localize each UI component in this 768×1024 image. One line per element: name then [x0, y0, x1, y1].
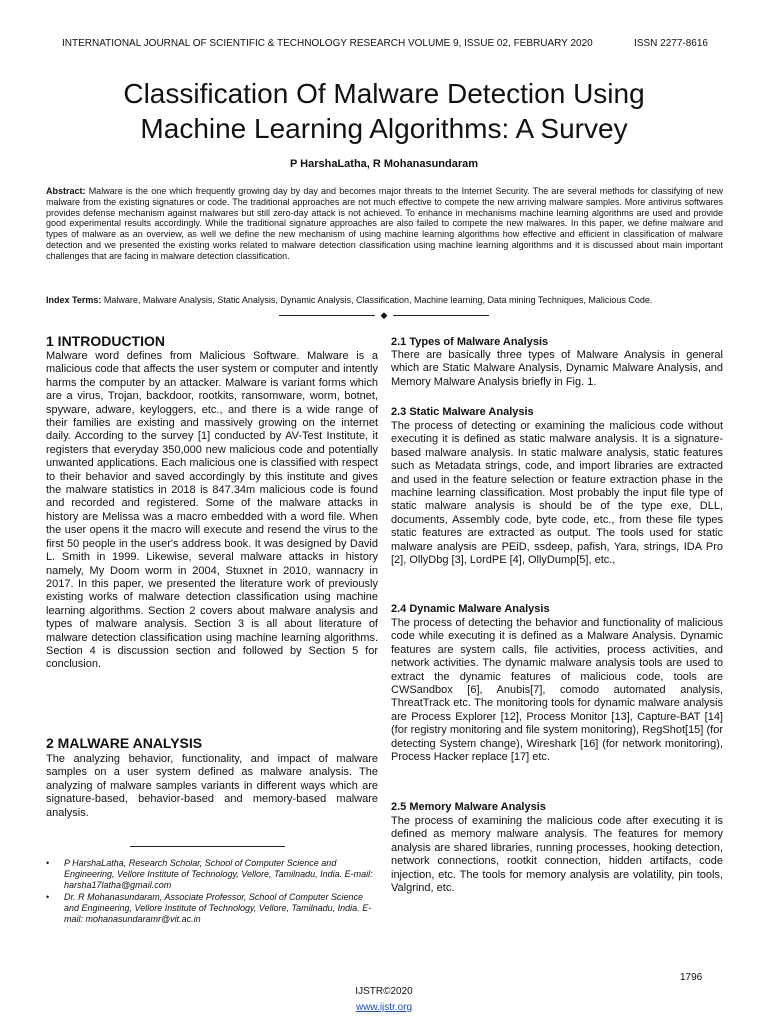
index-terms-text: Malware, Malware Analysis, Static Analysis, Dynamic Analysis, Classification, Machine learning, Data mining Techniques, Malicious Code.: [101, 295, 653, 305]
title-line-2: Machine Learning Algorithms: A Survey: [140, 113, 628, 144]
static-text: The process of detecting or examining the malicious code without executing it is defined as static malware analysis. It is a signature-based malware analysis. In static malware analysis, static features such as Metadata strings, code, and import libraries are extracted and used in the feature selection or feature extraction phase in the machine learning classification. Most probably the input file type of static malware analysis is should be of the type exe, DLL, documents, Assembly code, byte code, etc., from these file types static features are extracted as output. The tools used for static malware analysis are PEiD, ssdeep, pafish, Yara, strings, IDA Pro [2], OllyDbg [3], LordPE [4], OllyDump[5], etc.,: [391, 420, 723, 567]
memory-heading: 2.5 Memory Malware Analysis: [391, 801, 546, 813]
journal-header: [62, 38, 708, 49]
malware-analysis-text: The analyzing behavior, functionality, and impact of malware samples on a user system defined as malware analysis. The analyzing of malware samples variants in different ways which are signature-based, behavior-based and memory-based malware analysis.: [46, 753, 378, 819]
memory-text: The process of examining the malicious code after executing it is defined as memory malware analysis. The features for memory analysis are shared libraries, running processes, hooking detection, network connections, rootkit connection, hidden artifacts, code injection, etc. The tools for memory analysis are volatility, pin tools, Valgrind, etc.: [391, 815, 723, 895]
index-terms: [46, 295, 736, 306]
types-text: There are basically three types of Malware Analysis in general which are Static Malware Analysis, Dynamic Malware Analysis, and Memory Malware Analysis briefly in Fig. 1.: [391, 349, 723, 388]
footnote-text: P HarshaLatha, Research Scholar, School of Computer Science and Engineering, Vellore Institute of Technology, Vellore, Tamilnadu, India. E-mail: harsha17latha@gmail.com: [64, 858, 373, 890]
malware-analysis-heading: 2 MALWARE ANALYSIS: [46, 735, 203, 751]
title-line-1: Classification Of Malware Detection Using: [123, 78, 645, 109]
types-heading: 2.1 Types of Malware Analysis: [391, 336, 549, 348]
dynamic-text: The process of detecting the behavior and functionality of malicious code while executing it is defined as a Malware Analysis. Dynamic features are system calls, file activities, process activities, and network activities. The dynamic malware analysis tools are used to extract the dynamic features of malicious code, tools are CWSandbox [6], Anubis[7], comodo automated analysis, ThreatTrack etc. The monitoring tools for dynamic malware analysis are Process Explorer [12], Process Monitor [13], Capture-BAT [14] (for registry monitoring and file system monitoring), RegShot[15] (for detecting System change), Wireshark [16] (for network monitoring), Process Hacker replace [17] etc.: [391, 617, 723, 764]
footnote-item: [46, 858, 378, 891]
intro-text: Malware word defines from Malicious Software. Malware is a malicious code that affects the user system or computer and intently harms the computer by an attacker. Malware is variant forms which are a virus, Trojan, backdoor, rootkits, ransomware, worm, botnet, spyware, adware, keyloggers, etc., and there is a wide range of their families are existing and massively growing on the internet daily. According to the survey [1] conducted by AV-Test Institute, it registers that everyday 350,000 new malicious code and potentially unwanted applications. Each malicious one is classified with respect to their behavior and saved accordingly by this institute and gives the malware statistics in 2018 is 847.34m malicious code is found and recorded and registered. Some of the malware attacks in history are Melissa was a macro embedded with a word file. When the user opens it the macro will execute and resend the virus to the first 50 people in the user's address book. It was designed by David L. Smith in 1999. Likewise, several malware attacks in history namely, My Doom worm in 2004, Stuxnet in 2010, wannacry in 2017. In this paper, we presented the literature work of previously existing works of malware detection classification using machine learning algorithms. Section 2 covers about malware analysis and types of malware analysis. Section 3 is all about literature of malware detection classification using machine learning algorithms. Section 4 is discussion section and followed by Section 5 for conclusion.: [46, 350, 378, 671]
footnote-bullet: •: [46, 858, 50, 868]
footnote-rule: [130, 846, 285, 847]
dynamic-heading: 2.4 Dynamic Malware Analysis: [391, 603, 550, 615]
abstract-text: Malware is the one which frequently growing day by day and becomes major threats to the Internet Security. The are several methods for classifying of new malware from the existing signatures or code. The traditional approaches are not much effective to compete the new arriving malware samples. More antivirus softwares provides defense mechanism against malwares but still zero-day attack is not achieved. To enhance in mechanisms machine learning algorithms are used and provide good experimental results accordingly. While the traditional signature approaches are also failed to compete the new malwares. In this paper, we define malware and types of malware as an overview, as well we define the new mechanism of using machine learning algorithms how effective and efficient in classification of malware detection and we presented the existing works related to malware detection classification using machine learning algorithms and it is discussed about main important challenges that are facing in malware detection classification.: [46, 186, 723, 261]
journal-link[interactable]: www.ijstr.org: [355, 1002, 413, 1013]
abstract-label: Abstract:: [46, 186, 86, 196]
footnote-item: [46, 892, 378, 925]
copyright: IJSTR©2020: [355, 986, 413, 997]
footnote-text: Dr. R Mohanasundaram, Associate Professor, School of Computer Science and Engineering, Vellore Institute of Technology, Vellore, Tamilnadu, India. E-mail: mohanasundaramr@vit.ac.in: [64, 892, 372, 924]
paper-title: [40, 76, 728, 146]
abstract: [46, 186, 723, 262]
diamond-icon: ◆: [380, 309, 388, 320]
divider-line-right: [393, 315, 489, 316]
divider-line-left: [279, 315, 375, 316]
section-divider: [272, 310, 496, 320]
page-number: 1796: [680, 972, 703, 983]
static-heading: 2.3 Static Malware Analysis: [391, 406, 534, 418]
journal-name: INTERNATIONAL JOURNAL OF SCIENTIFIC & TECHNOLOGY RESEARCH VOLUME 9, ISSUE 02, FEBRUARY 2020: [62, 38, 593, 49]
authors: P HarshaLatha, R Mohanasundaram: [289, 158, 479, 170]
footnotes: [46, 858, 378, 926]
index-terms-label: Index Terms:: [46, 295, 102, 305]
intro-heading: 1 INTRODUCTION: [46, 333, 165, 349]
footnote-bullet: •: [46, 892, 50, 902]
issn: ISSN 2277-8616: [634, 38, 708, 49]
